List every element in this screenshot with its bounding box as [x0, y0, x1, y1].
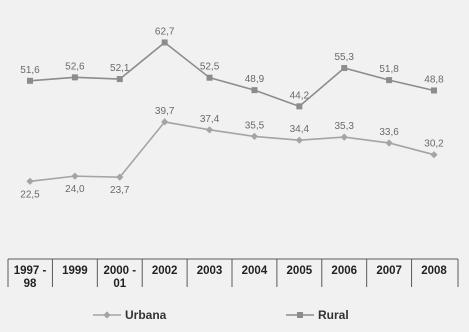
data-point [431, 87, 437, 93]
data-label: 51,6 [20, 64, 40, 76]
data-label: 52,6 [65, 61, 85, 73]
series-line [30, 42, 434, 106]
data-label: 23,7 [110, 185, 130, 197]
data-point [206, 126, 213, 133]
data-label: 35,5 [244, 120, 265, 132]
x-axis [8, 259, 458, 290]
data-point [117, 76, 123, 82]
data-label: 34,4 [289, 124, 310, 136]
legend-marker [103, 311, 110, 318]
data-point [386, 139, 393, 146]
legend-marker [297, 312, 303, 318]
x-tick-label: 2002 [151, 265, 178, 277]
data-point [251, 133, 258, 140]
x-tick-label: 2008 [421, 265, 447, 277]
legend-item-urbana [93, 308, 167, 322]
data-label: 52,1 [110, 63, 130, 75]
data-point [162, 39, 168, 45]
data-label: 39,7 [154, 105, 175, 117]
x-tick-label: 2003 [196, 265, 223, 277]
series-urbana [20, 106, 444, 200]
x-tick-label: 2005 [286, 265, 313, 277]
data-label: 35,3 [334, 121, 354, 133]
data-point [72, 74, 78, 80]
data-point [71, 173, 78, 180]
data-point [251, 87, 257, 93]
x-tick-label: 2006 [331, 265, 358, 277]
data-label: 55,3 [334, 52, 354, 64]
series-layer [20, 26, 444, 200]
data-point [27, 78, 33, 84]
data-point [207, 75, 213, 81]
data-label: 48,9 [244, 74, 265, 86]
series-rural [20, 26, 444, 109]
data-label: 62,7 [154, 26, 175, 38]
x-tick-label: 2004 [241, 265, 268, 277]
series-line [30, 122, 434, 181]
data-point [386, 77, 392, 83]
x-tick-label: 2007 [376, 265, 402, 277]
x-tick-label: 1999 [62, 265, 88, 277]
data-point [296, 137, 303, 144]
legend-item-rural [286, 308, 349, 322]
x-tick-label: 1997 -98 [13, 265, 47, 290]
data-label: 22,5 [20, 189, 40, 201]
data-point [341, 65, 347, 71]
data-point [341, 133, 348, 140]
legend [93, 308, 349, 322]
data-point [26, 178, 33, 185]
data-label: 44,2 [289, 90, 310, 102]
data-point [430, 151, 437, 158]
data-label: 51,8 [379, 64, 399, 76]
data-label: 33,6 [379, 126, 399, 138]
data-label: 48,8 [424, 74, 444, 86]
data-label: 30,2 [424, 138, 444, 150]
legend-label: Urbana [125, 308, 167, 322]
data-label: 52,5 [199, 61, 220, 73]
x-tick-label: 2000 -01 [103, 265, 137, 290]
legend-label: Rural [318, 308, 349, 322]
data-label: 24,0 [65, 184, 85, 196]
data-label: 37,4 [199, 113, 220, 125]
data-point [296, 103, 302, 109]
